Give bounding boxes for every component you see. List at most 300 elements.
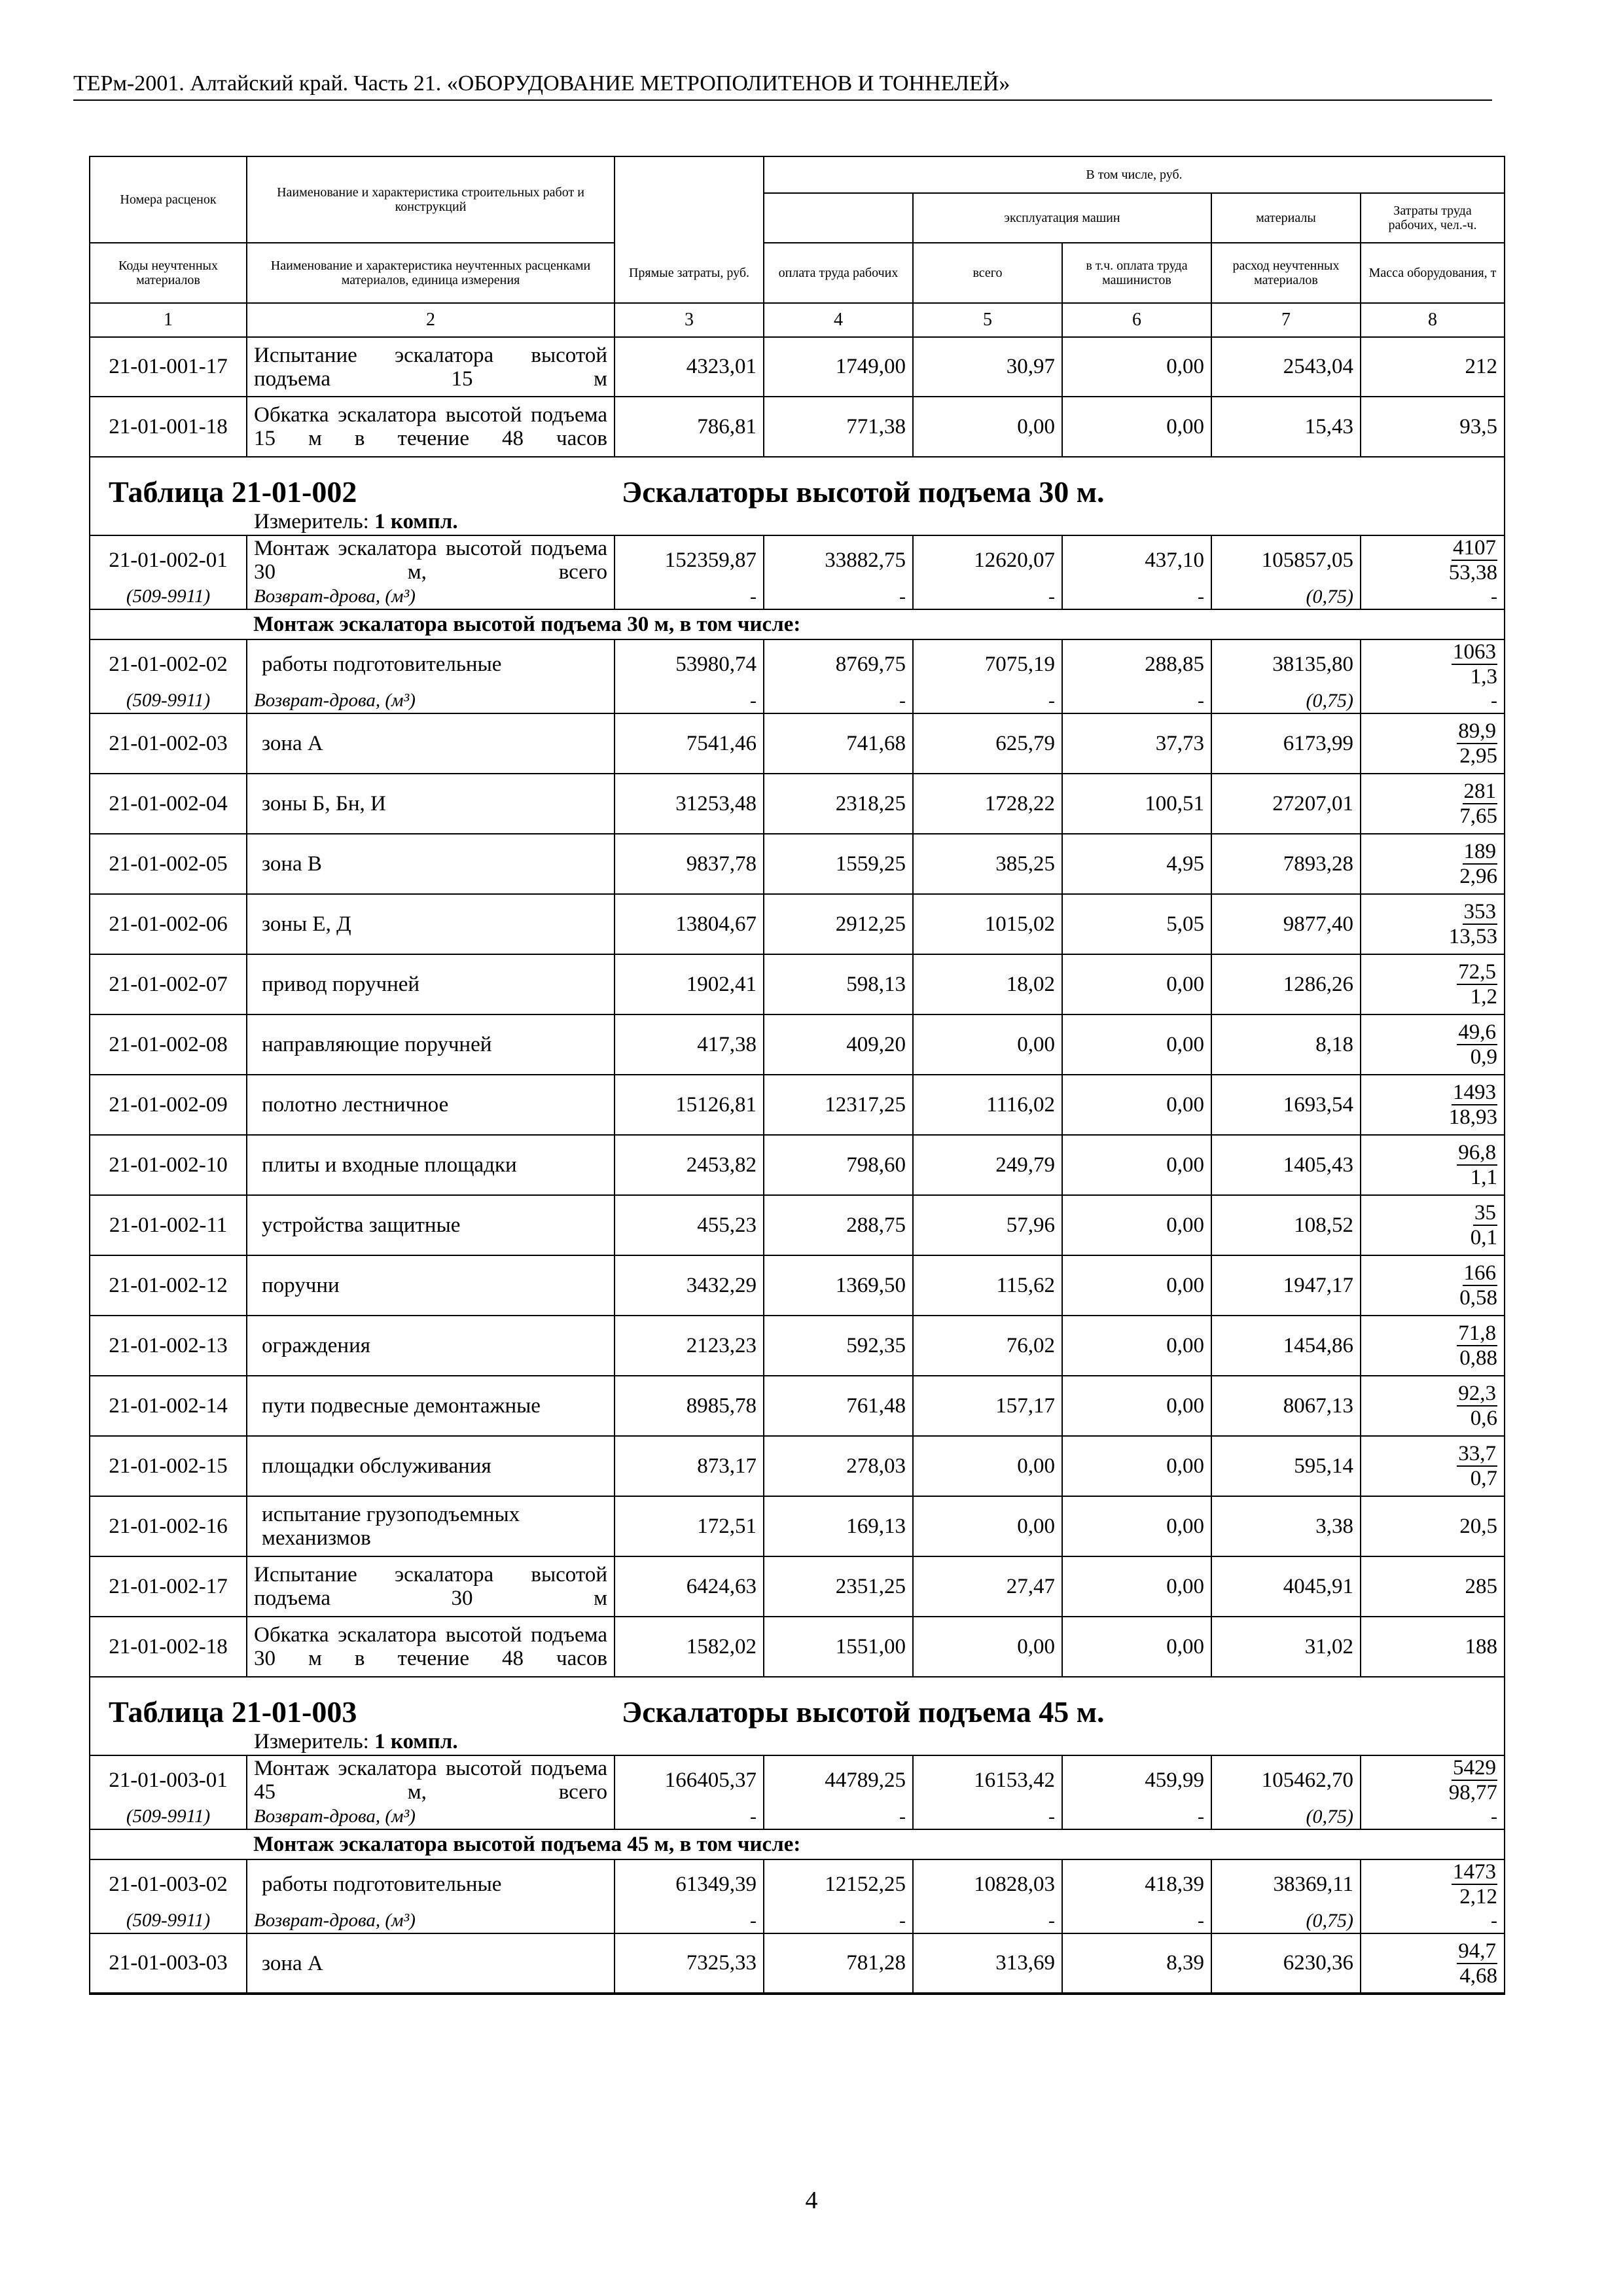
rate-name: зона В (247, 834, 615, 894)
worker-pay: 781,28 (764, 1933, 913, 1994)
machines-total: 30,97 (913, 337, 1062, 397)
rate-code: 21-01-001-17 (90, 337, 247, 397)
rate-code: 21-01-002-13 (90, 1316, 247, 1376)
rate-code: 21-01-002-04 (90, 774, 247, 834)
labor-mass (1361, 774, 1505, 834)
direct-cost: 1902,41 (615, 954, 764, 1014)
machinist-pay: 8,39 (1062, 1933, 1211, 1994)
machinist-pay: 0,00 (1062, 1617, 1211, 1677)
dash: - (1062, 1804, 1211, 1829)
labor-mass (1361, 1075, 1505, 1135)
labor-mass (1361, 1859, 1505, 1909)
rate-code: 21-01-002-06 (90, 894, 247, 954)
machines-total: 0,00 (913, 1496, 1062, 1556)
direct-cost: 786,81 (615, 397, 764, 457)
labor-mass (1361, 1755, 1505, 1804)
rate-code: 21-01-002-18 (90, 1617, 247, 1677)
rate-code: 21-01-002-17 (90, 1556, 247, 1617)
col-head-machinist-pay: в т.ч. оплата труда машинистов (1062, 243, 1211, 303)
table-row (90, 1617, 1505, 1677)
rate-code: 21-01-002-03 (90, 713, 247, 774)
labor-mass (1361, 894, 1505, 954)
mass-value: 0,1 (1470, 1226, 1498, 1249)
labor-mass (1361, 1014, 1505, 1075)
dash: - (1361, 584, 1505, 609)
labor-mass (1361, 1376, 1505, 1436)
col-head-mass: Масса оборудования, т (1361, 243, 1505, 303)
table-row (90, 1075, 1505, 1135)
machinist-pay: 37,73 (1062, 713, 1211, 774)
rate-code: 21-01-001-18 (90, 397, 247, 457)
col-number: 6 (1062, 303, 1211, 337)
mass-value: 0,7 (1470, 1467, 1498, 1490)
material-code: (509-9911) (90, 1909, 247, 1933)
materials: 1286,26 (1211, 954, 1361, 1014)
machinist-pay: 0,00 (1062, 337, 1211, 397)
table-title: Таблица 21-01-003 (109, 1695, 357, 1729)
rate-code: 21-01-002-11 (90, 1195, 247, 1255)
mass-value: 0,9 (1470, 1045, 1498, 1069)
machines-total: 0,00 (913, 1014, 1062, 1075)
including-row (90, 609, 1505, 639)
rate-name: Обкатка эскалатора высотой подъема 15 м в течение 48 часов (247, 397, 615, 457)
labor-value: 1493 (1453, 1081, 1497, 1104)
col-head-name: Наименование и характеристика строительных работ и конструкций (247, 156, 615, 243)
direct-cost: 4323,01 (615, 337, 764, 397)
rate-name: Испытание эскалатора высотой подъема 30 м (247, 1556, 615, 1617)
mass-value: 1,3 (1470, 665, 1498, 689)
machinist-pay: 0,00 (1062, 1436, 1211, 1496)
col-head-group: В том числе, руб. (764, 156, 1505, 193)
worker-pay: 409,20 (764, 1014, 913, 1075)
worker-pay: 12317,25 (764, 1075, 913, 1135)
labor-value: 96,8 (1458, 1141, 1497, 1164)
rate-name: зона А (247, 713, 615, 774)
machines-total: 1116,02 (913, 1075, 1062, 1135)
machines-total: 27,47 (913, 1556, 1062, 1617)
materials: 8,18 (1211, 1014, 1361, 1075)
worker-pay: 33882,75 (764, 535, 913, 584)
table-title: Таблица 21-01-002 (109, 475, 357, 509)
mass-value: 98,77 (1448, 1781, 1498, 1804)
materials: 27207,01 (1211, 774, 1361, 834)
machinist-pay: 0,00 (1062, 1316, 1211, 1376)
measure-label: Измеритель: (254, 1730, 369, 1753)
machines-total: 18,02 (913, 954, 1062, 1014)
labor-value: 71,8 (1458, 1321, 1497, 1345)
col-head-unaccounted-name: Наименование и характеристика неучтенных расценками материалов, единица измерения (247, 243, 615, 303)
measure-value: 1 компл. (374, 1730, 458, 1753)
rate-code: 21-01-003-03 (90, 1933, 247, 1994)
labor-value: 353 (1463, 900, 1497, 924)
labor-mass (1361, 1195, 1505, 1255)
rate-code: 21-01-002-01 (90, 535, 247, 584)
mass-value: 13,53 (1448, 925, 1498, 948)
labor-mass (1361, 1135, 1505, 1195)
rate-name: пути подвесные демонтажные (247, 1376, 615, 1436)
labor-mass (1361, 639, 1505, 689)
direct-cost: 9837,78 (615, 834, 764, 894)
labor-value: 5429 (1453, 1756, 1497, 1780)
materials: 2543,04 (1211, 337, 1361, 397)
materials: 1454,86 (1211, 1316, 1361, 1376)
table-subrow (90, 1909, 1505, 1933)
worker-pay: 2318,25 (764, 774, 913, 834)
machinist-pay: 288,85 (1062, 639, 1211, 689)
mass-value: 7,65 (1459, 804, 1498, 828)
col-head-unaccounted-codes: Коды неучтенных материалов (90, 243, 247, 303)
rate-code: 21-01-002-16 (90, 1496, 247, 1556)
rate-name: поручни (247, 1255, 615, 1316)
table-subtitle: Эскалаторы высотой подъема 45 м. (622, 1695, 1105, 1729)
direct-cost: 7541,46 (615, 713, 764, 774)
machinist-pay: 0,00 (1062, 397, 1211, 457)
materials: 9877,40 (1211, 894, 1361, 954)
material-code: (509-9911) (90, 689, 247, 713)
materials: 7893,28 (1211, 834, 1361, 894)
machines-total: 625,79 (913, 713, 1062, 774)
machinist-pay: 0,00 (1062, 1255, 1211, 1316)
mass-value: 1,2 (1470, 985, 1498, 1009)
labor-mass (1361, 713, 1505, 774)
machinist-pay: 0,00 (1062, 1496, 1211, 1556)
rate-name: Монтаж эскалатора высотой подъема 30 м, всего (247, 535, 615, 584)
labor-mass (1361, 1316, 1505, 1376)
worker-pay: 1559,25 (764, 834, 913, 894)
rate-code: 21-01-002-10 (90, 1135, 247, 1195)
rate-name: полотно лестничное (247, 1075, 615, 1135)
direct-cost: 166405,37 (615, 1755, 764, 1804)
rate-name: зоны Б, Бн, И (247, 774, 615, 834)
rate-name: ограждения (247, 1316, 615, 1376)
labor-value: 89,9 (1458, 719, 1497, 743)
rates-table (89, 156, 1505, 1995)
section-header (90, 1677, 1505, 1755)
materials: 6173,99 (1211, 713, 1361, 774)
machines-total: 115,62 (913, 1255, 1062, 1316)
dash: - (1062, 584, 1211, 609)
direct-cost: 2123,23 (615, 1316, 764, 1376)
rate-name: испытание грузоподъемных механизмов (247, 1496, 615, 1556)
labor-mass: 188 (1361, 1617, 1505, 1677)
rate-code: 21-01-002-12 (90, 1255, 247, 1316)
col-head-materials: материалы (1211, 193, 1361, 243)
table-row (90, 1436, 1505, 1496)
col-head-material-use: расход неучтенных материалов (1211, 243, 1361, 303)
machines-total: 385,25 (913, 834, 1062, 894)
labor-mass: 285 (1361, 1556, 1505, 1617)
materials: 6230,36 (1211, 1933, 1361, 1994)
direct-cost: 13804,67 (615, 894, 764, 954)
labor-value: 72,5 (1458, 960, 1497, 984)
direct-cost: 61349,39 (615, 1859, 764, 1909)
dash: - (615, 584, 764, 609)
worker-pay: 741,68 (764, 713, 913, 774)
dash: - (1361, 1804, 1505, 1829)
mass-value: 2,95 (1459, 744, 1498, 768)
material-name: Возврат-дрова, (м³) (247, 1909, 615, 1933)
machines-total: 313,69 (913, 1933, 1062, 1994)
rate-code: 21-01-003-02 (90, 1859, 247, 1909)
worker-pay: 598,13 (764, 954, 913, 1014)
col-head-direct: Прямые затраты, руб. (615, 243, 764, 303)
table-row (90, 1859, 1505, 1909)
machines-total: 12620,07 (913, 535, 1062, 584)
labor-mass (1361, 535, 1505, 584)
material-name: Возврат-дрова, (м³) (247, 1804, 615, 1829)
mass-value: 2,12 (1459, 1885, 1498, 1909)
machinist-pay: 437,10 (1062, 535, 1211, 584)
dash: - (1361, 689, 1505, 713)
rate-name: привод поручней (247, 954, 615, 1014)
rate-name: площадки обслуживания (247, 1436, 615, 1496)
dash: - (615, 689, 764, 713)
labor-mass (1361, 834, 1505, 894)
machinist-pay: 0,00 (1062, 954, 1211, 1014)
machinist-pay: 0,00 (1062, 1556, 1211, 1617)
worker-pay: 169,13 (764, 1496, 913, 1556)
rate-name: устройства защитные (247, 1195, 615, 1255)
materials: 105857,05 (1211, 535, 1361, 584)
material-code: (509-9911) (90, 1804, 247, 1829)
machinist-pay: 459,99 (1062, 1755, 1211, 1804)
page-number: 4 (805, 2187, 818, 2214)
machines-total: 16153,42 (913, 1755, 1062, 1804)
col-number: 5 (913, 303, 1062, 337)
worker-pay: 2912,25 (764, 894, 913, 954)
rate-name: плиты и входные площадки (247, 1135, 615, 1195)
col-number: 1 (90, 303, 247, 337)
worker-pay: 1551,00 (764, 1617, 913, 1677)
machinist-pay: 0,00 (1062, 1135, 1211, 1195)
dash: - (615, 1909, 764, 1933)
materials: 1405,43 (1211, 1135, 1361, 1195)
including-label: Монтаж эскалатора высотой подъема 30 м, в том числе: (247, 609, 1505, 639)
machinist-pay: 4,95 (1062, 834, 1211, 894)
labor-mass (1361, 1436, 1505, 1496)
direct-cost: 15126,81 (615, 1075, 764, 1135)
dash: - (913, 1909, 1062, 1933)
direct-cost: 417,38 (615, 1014, 764, 1075)
machinist-pay: 418,39 (1062, 1859, 1211, 1909)
materials: 1693,54 (1211, 1075, 1361, 1135)
dash: - (1062, 689, 1211, 713)
table-row (90, 639, 1505, 689)
direct-cost: 3432,29 (615, 1255, 764, 1316)
table-row (90, 1556, 1505, 1617)
material-name: Возврат-дрова, (м³) (247, 689, 615, 713)
labor-mass (1361, 1933, 1505, 1994)
material-name: Возврат-дрова, (м³) (247, 584, 615, 609)
dash: - (615, 1804, 764, 1829)
labor-value: 35 (1474, 1201, 1497, 1225)
table-subtitle: Эскалаторы высотой подъема 30 м. (622, 475, 1105, 509)
rate-code: 21-01-002-07 (90, 954, 247, 1014)
rate-code: 21-01-003-01 (90, 1755, 247, 1804)
worker-pay: 288,75 (764, 1195, 913, 1255)
col-head-machines-total: всего (913, 243, 1062, 303)
direct-cost: 6424,63 (615, 1556, 764, 1617)
col-number: 7 (1211, 303, 1361, 337)
col-head-machines: эксплуатация машин (913, 193, 1211, 243)
labor-value: 166 (1463, 1261, 1497, 1285)
page-header: ТЕРм-2001. Алтайский край. Часть 21. «ОБОРУДОВАНИЕ МЕТРОПОЛИТЕНОВ И ТОННЕЛЕЙ» (73, 71, 1492, 101)
worker-pay: 8769,75 (764, 639, 913, 689)
machinist-pay: 0,00 (1062, 1195, 1211, 1255)
rate-code: 21-01-002-02 (90, 639, 247, 689)
table-row (90, 834, 1505, 894)
direct-cost: 2453,82 (615, 1135, 764, 1195)
machines-total: 0,00 (913, 1617, 1062, 1677)
machines-total: 1728,22 (913, 774, 1062, 834)
dash: - (1361, 1909, 1505, 1933)
material-code: (509-9911) (90, 584, 247, 609)
worker-pay: 2351,25 (764, 1556, 913, 1617)
mass-value: 53,38 (1448, 561, 1498, 584)
machines-total: 0,00 (913, 1436, 1062, 1496)
labor-value: 189 (1463, 840, 1497, 863)
table-row (90, 954, 1505, 1014)
machines-total: 1015,02 (913, 894, 1062, 954)
machinist-pay: 0,00 (1062, 1014, 1211, 1075)
mass-value: 0,6 (1470, 1407, 1498, 1430)
dash: - (764, 1909, 913, 1933)
table-row (90, 713, 1505, 774)
worker-pay: 44789,25 (764, 1755, 913, 1804)
mass-value: 2,96 (1459, 865, 1498, 888)
labor-mass (1361, 1255, 1505, 1316)
worker-pay: 798,60 (764, 1135, 913, 1195)
dash: - (913, 1804, 1062, 1829)
direct-cost: 152359,87 (615, 535, 764, 584)
table-row (90, 774, 1505, 834)
table-row (90, 397, 1505, 457)
col-number: 8 (1361, 303, 1505, 337)
direct-cost: 31253,48 (615, 774, 764, 834)
col-number: 3 (615, 303, 764, 337)
table-subrow (90, 584, 1505, 609)
materials: 4045,91 (1211, 1556, 1361, 1617)
labor-value: 281 (1463, 780, 1497, 803)
machinist-pay: 0,00 (1062, 1376, 1211, 1436)
dash: - (764, 1804, 913, 1829)
machines-total: 249,79 (913, 1135, 1062, 1195)
table-row (90, 1496, 1505, 1556)
machines-total: 0,00 (913, 397, 1062, 457)
direct-cost: 53980,74 (615, 639, 764, 689)
worker-pay: 12152,25 (764, 1859, 913, 1909)
table-row (90, 1755, 1505, 1804)
worker-pay: 278,03 (764, 1436, 913, 1496)
table-subrow (90, 1804, 1505, 1829)
rate-name: направляющие поручней (247, 1014, 615, 1075)
materials: 38135,80 (1211, 639, 1361, 689)
machinist-pay: 100,51 (1062, 774, 1211, 834)
material-use: (0,75) (1211, 1804, 1361, 1829)
labor-value: 49,6 (1458, 1020, 1497, 1044)
worker-pay: 1749,00 (764, 337, 913, 397)
table-row (90, 1376, 1505, 1436)
col-head-labor: Затраты труда рабочих, чел.-ч. (1361, 193, 1505, 243)
dash: - (764, 689, 913, 713)
machinist-pay: 5,05 (1062, 894, 1211, 954)
materials: 108,52 (1211, 1195, 1361, 1255)
labor-mass: 93,5 (1361, 397, 1505, 457)
table-row (90, 1933, 1505, 1994)
rate-name: работы подготовительные (247, 1859, 615, 1909)
direct-cost: 873,17 (615, 1436, 764, 1496)
machines-total: 157,17 (913, 1376, 1062, 1436)
material-use: (0,75) (1211, 1909, 1361, 1933)
materials: 38369,11 (1211, 1859, 1361, 1909)
table-row (90, 535, 1505, 584)
rate-code: 21-01-002-15 (90, 1436, 247, 1496)
materials: 1947,17 (1211, 1255, 1361, 1316)
mass-value: 4,68 (1459, 1964, 1498, 1988)
dash: - (1062, 1909, 1211, 1933)
rate-name: зона А (247, 1933, 615, 1994)
measure-value: 1 компл. (374, 510, 458, 533)
including-label: Монтаж эскалатора высотой подъема 45 м, в том числе: (247, 1829, 1505, 1859)
labor-value: 33,7 (1458, 1442, 1497, 1465)
rate-name: работы подготовительные (247, 639, 615, 689)
col-head-empty (615, 156, 764, 243)
measure-label: Измеритель: (254, 510, 369, 533)
col-number: 4 (764, 303, 913, 337)
table-row (90, 1195, 1505, 1255)
material-use: (0,75) (1211, 689, 1361, 713)
mass-value: 0,58 (1459, 1286, 1498, 1310)
rate-code: 21-01-002-09 (90, 1075, 247, 1135)
table-row (90, 1135, 1505, 1195)
rate-code: 21-01-002-14 (90, 1376, 247, 1436)
dash: - (764, 584, 913, 609)
mass-value: 1,1 (1470, 1166, 1498, 1189)
labor-mass: 20,5 (1361, 1496, 1505, 1556)
rate-name: Обкатка эскалатора высотой подъема 30 м в течение 48 часов (247, 1617, 615, 1677)
materials: 105462,70 (1211, 1755, 1361, 1804)
labor-value: 94,7 (1458, 1939, 1497, 1963)
machines-total: 76,02 (913, 1316, 1062, 1376)
labor-value: 1473 (1453, 1860, 1497, 1884)
direct-cost: 455,23 (615, 1195, 764, 1255)
rate-name: Монтаж эскалатора высотой подъема 45 м, всего (247, 1755, 615, 1804)
machines-total: 7075,19 (913, 639, 1062, 689)
direct-cost: 172,51 (615, 1496, 764, 1556)
labor-value: 92,3 (1458, 1382, 1497, 1405)
table-row (90, 894, 1505, 954)
labor-value: 4107 (1453, 536, 1497, 560)
dash: - (913, 689, 1062, 713)
table-subrow (90, 689, 1505, 713)
worker-pay: 761,48 (764, 1376, 913, 1436)
table-row (90, 1014, 1505, 1075)
table-row (90, 1255, 1505, 1316)
rate-name: зоны Е, Д (247, 894, 615, 954)
table-row (90, 1316, 1505, 1376)
table-row (90, 337, 1505, 397)
including-row (90, 1829, 1505, 1859)
worker-pay: 1369,50 (764, 1255, 913, 1316)
labor-mass (1361, 954, 1505, 1014)
direct-cost: 7325,33 (615, 1933, 764, 1994)
rate-name: Испытание эскалатора высотой подъема 15 м (247, 337, 615, 397)
labor-value: 1063 (1453, 640, 1497, 664)
materials: 31,02 (1211, 1617, 1361, 1677)
mass-value: 18,93 (1448, 1105, 1498, 1129)
mass-value: 0,88 (1459, 1346, 1498, 1370)
direct-cost: 1582,02 (615, 1617, 764, 1677)
